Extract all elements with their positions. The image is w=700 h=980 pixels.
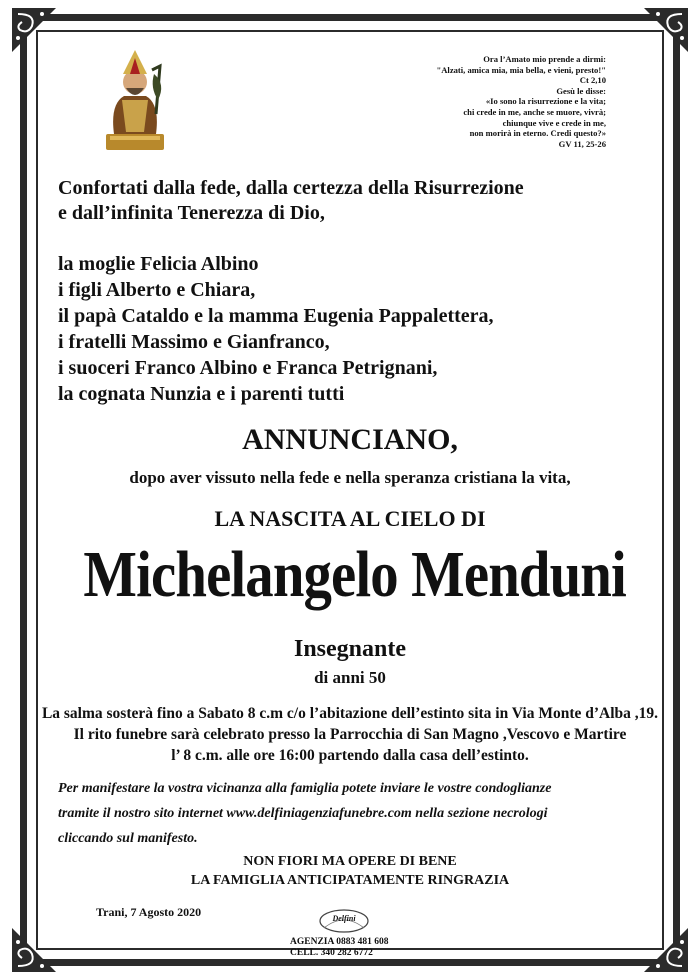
agency-logo-text: Delfini bbox=[332, 914, 356, 923]
cell-phone: CELL. 340 282 6772 bbox=[290, 948, 373, 958]
online-condolences bbox=[58, 776, 551, 851]
deceased-age: di anni 50 bbox=[314, 668, 386, 687]
family-line: la cognata Nunzia e i parenti tutti bbox=[58, 383, 345, 405]
corner-ornament-icon bbox=[8, 4, 60, 56]
family-line: i suoceri Franco Albino e Franca Petrignani, bbox=[58, 357, 438, 379]
quote-line: «Io sono la risurrezione e la vita; bbox=[485, 96, 606, 107]
deceased-name: Michelangelo Menduni bbox=[83, 538, 626, 611]
online-line: cliccando sul manifesto. bbox=[58, 831, 198, 846]
funeral-info bbox=[40, 703, 660, 766]
intro-line: e dall’infinita Tenerezza di Dio, bbox=[58, 202, 325, 224]
funeral-line: Il rito funebre sarà celebrato presso la Parrocchia di San Magno ,Vescovo e Martire bbox=[73, 726, 627, 743]
quote-line: non morirà in eterno. Credi questo?» bbox=[469, 128, 606, 139]
family-line: i figli Alberto e Chiara, bbox=[58, 279, 256, 301]
saint-statue-icon bbox=[100, 44, 170, 152]
family-list bbox=[58, 251, 494, 407]
closing-line: NON FIORI MA OPERE DI BENE bbox=[243, 854, 457, 869]
corner-ornament-icon bbox=[8, 924, 60, 976]
quote-line: Ora l’Amato mio prende a dirmi: bbox=[483, 54, 606, 64]
funeral-line: La salma sosterà fino a Sabato 8 c.m c/o l’abitazione dell’estinto sita in Via Monte d’Alba ,19. bbox=[41, 705, 659, 722]
closing-text bbox=[40, 852, 660, 890]
quote-line: Ct 2,10 bbox=[579, 75, 606, 86]
announce-subtext: dopo aver vissuto nella fede e nella speranza cristiana la vita, bbox=[129, 468, 571, 487]
quote-line: GV 11, 25-26 bbox=[558, 138, 606, 149]
quote-line: Gesù le disse: bbox=[556, 85, 606, 96]
scripture-quote bbox=[346, 54, 606, 149]
closing-line: LA FAMIGLIA ANTICIPATAMENTE RINGRAZIA bbox=[190, 873, 510, 888]
place-date: Trani, 7 Agosto 2020 bbox=[96, 905, 202, 919]
funeral-line: l’ 8 c.m. alle ore 16:00 partendo dalla casa dell’estinto. bbox=[171, 747, 529, 764]
family-line: il papà Cataldo e la mamma Eugenia Pappalettera, bbox=[58, 305, 494, 327]
online-line: tramite il nostro sito internet www.delfiniagenziafunebre.com nella sezione necrologi bbox=[58, 806, 548, 821]
intro-text bbox=[58, 176, 524, 226]
agency-phone: AGENZIA 0883 481 608 bbox=[290, 937, 389, 947]
intro-line: Confortati dalla fede, dalla certezza della Risurrezione bbox=[58, 177, 524, 199]
announce-heading: ANNUNCIANO, bbox=[242, 423, 458, 456]
deceased-role: Insegnante bbox=[293, 636, 407, 662]
family-line: i fratelli Massimo e Gianfranco, bbox=[58, 331, 330, 353]
corner-ornament-icon bbox=[640, 924, 692, 976]
family-line: la moglie Felicia Albino bbox=[58, 253, 259, 275]
quote-line: "Alzati, amica mia, mia bella, e vieni, presto!" bbox=[436, 64, 606, 75]
quote-line: chi crede in me, anche se muore, vivrà; bbox=[463, 106, 606, 117]
corner-ornament-icon bbox=[640, 4, 692, 56]
quote-line: chiunque vive e crede in me, bbox=[502, 117, 606, 128]
agency-contacts bbox=[290, 937, 388, 959]
online-line: Per manifestare la vostra vicinanza alla famiglia potete inviare le vostre condoglianze bbox=[58, 781, 552, 796]
birth-heading: LA NASCITA AL CIELO DI bbox=[214, 506, 486, 531]
